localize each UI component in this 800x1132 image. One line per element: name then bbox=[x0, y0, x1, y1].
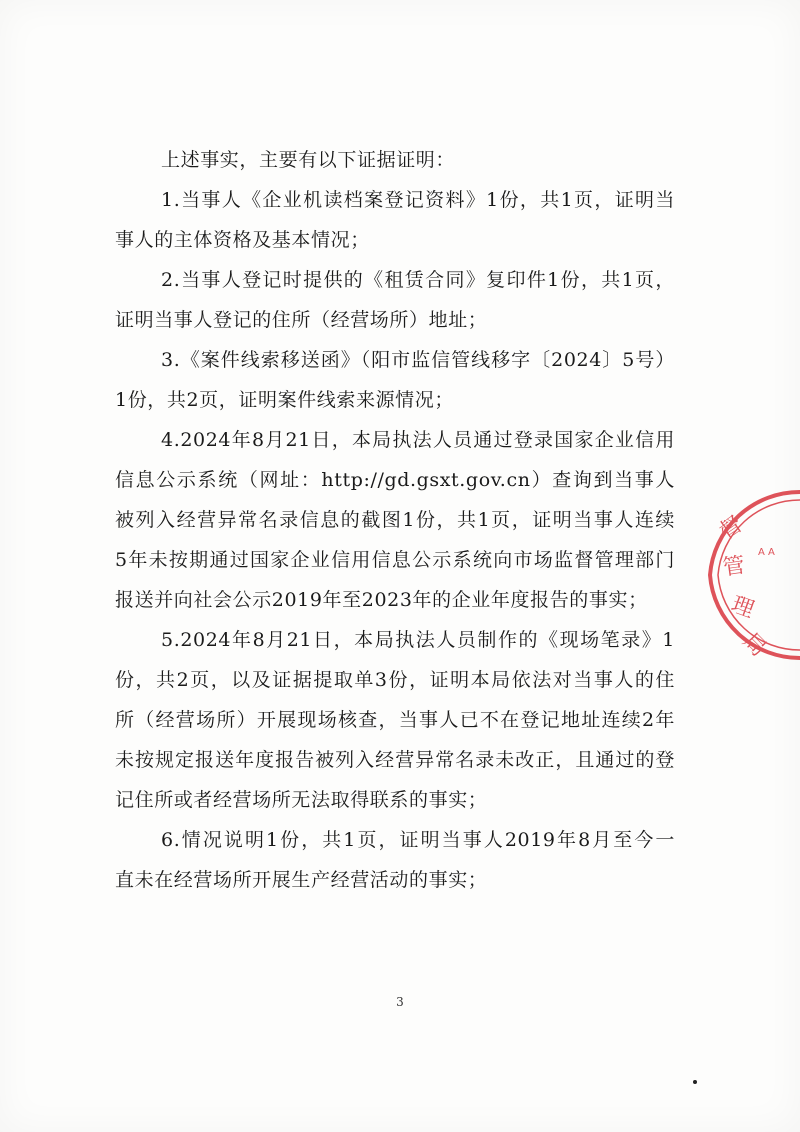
evidence-2-line-1: 2.当事人登记时提供的《租赁合同》复印件1份，共1页， bbox=[161, 269, 675, 291]
evidence-4-line-2: 信息公示系统（网址：http://gd.gsxt.gov.cn）查询到当事人 bbox=[115, 469, 675, 491]
evidence-1-line-2: 事人的主体资格及基本情况； bbox=[115, 229, 370, 251]
seal-char-3: 理 bbox=[727, 592, 758, 624]
evidence-3-line-2: 1份，共2页，证明案件线索来源情况； bbox=[115, 389, 454, 411]
document-body bbox=[115, 140, 675, 900]
evidence-4-line-4: 5年未按期通过国家企业信用信息公示系统向市场监督管理部门 bbox=[115, 549, 675, 571]
evidence-2-line-2: 证明当事人登记的住所（经营场所）地址； bbox=[115, 309, 488, 331]
scan-speck bbox=[693, 1080, 697, 1084]
evidence-3-line-1: 3.《案件线索移送函》（阳市监信管线移字〔2024〕5号） bbox=[161, 349, 675, 371]
seal-mark-small: A A bbox=[758, 547, 775, 558]
evidence-6-line-2: 直未在经营场所开展生产经营活动的事实； bbox=[115, 869, 488, 891]
seal-char-1: 督 bbox=[715, 511, 748, 545]
evidence-4-line-3: 被列入经营异常名录信息的截图1份，共1页，证明当事人连续 bbox=[115, 509, 675, 531]
seal-char-4: 局 bbox=[737, 628, 772, 662]
evidence-5-line-3: 所（经营场所）开展现场核查，当事人已不在登记地址连续2年 bbox=[115, 709, 675, 731]
evidence-5-line-1: 5.2024年8月21日，本局执法人员制作的《现场笔录》1 bbox=[161, 629, 675, 651]
evidence-5-line-2: 份，共2页，以及证据提取单3份，证明本局依法对当事人的住 bbox=[115, 669, 675, 691]
evidence-4-line-1: 4.2024年8月21日，本局执法人员通过登录国家企业信用 bbox=[161, 429, 675, 451]
paragraph-intro: 上述事实，主要有以下证据证明： bbox=[161, 149, 456, 171]
evidence-6-line-1: 6.情况说明1份，共1页，证明当事人2019年8月至今一 bbox=[161, 829, 675, 851]
evidence-4-line-5: 报送并向社会公示2019年至2023年的企业年度报告的事实； bbox=[115, 589, 648, 611]
seal-char-2: 管 bbox=[721, 553, 747, 581]
evidence-5-line-5: 记住所或者经营场所无法取得联系的事实； bbox=[115, 789, 488, 811]
evidence-5-line-4: 未按规定报送年度报告被列入经营异常名录未改正，且通过的登 bbox=[115, 749, 675, 771]
evidence-1-line-1: 1.当事人《企业机读档案登记资料》1份，共1页，证明当 bbox=[161, 189, 675, 211]
page-number: 3 bbox=[396, 995, 404, 1009]
official-seal bbox=[680, 480, 800, 670]
